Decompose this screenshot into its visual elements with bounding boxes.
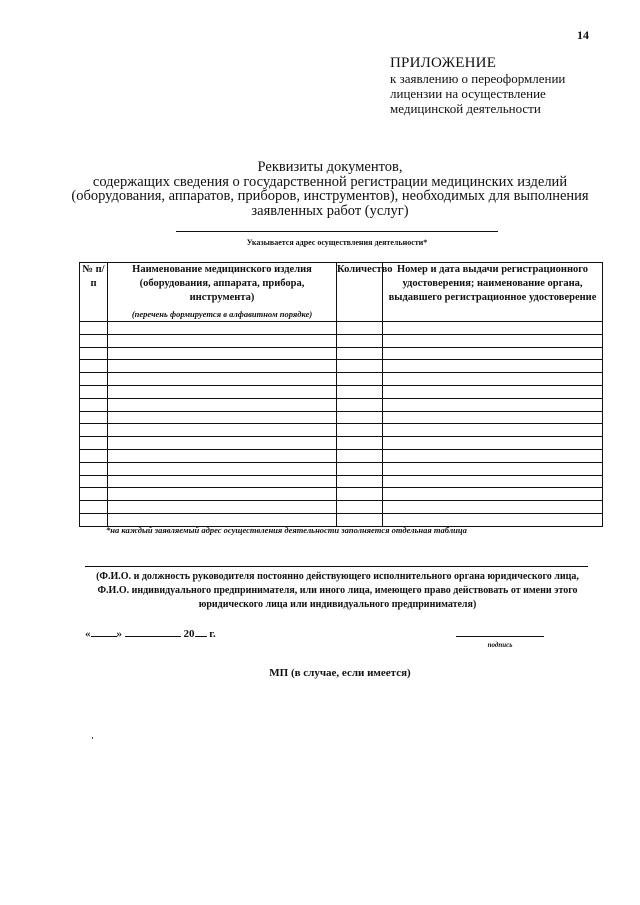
table-cell [80,360,108,373]
table-cell [80,322,108,335]
table-cell [337,373,383,386]
table-cell [108,360,337,373]
table-cell [337,449,383,462]
table-cell [337,488,383,501]
address-fill-line [176,231,498,232]
table-cell [108,501,337,514]
page-number: 14 [577,28,589,42]
table-cell [383,449,603,462]
table-cell [108,347,337,360]
table-cell [108,449,337,462]
table-cell [108,334,337,347]
table-cell [80,475,108,488]
table-cell [383,411,603,424]
footnote: *на каждый заявляемый адрес осуществления деятельности заполняется отдельная таблица [106,525,467,535]
stamp-note: МП (в случае, если имеется) [269,667,411,679]
table-cell [383,385,603,398]
table-cell [80,462,108,475]
table-row [80,475,603,488]
table-cell [80,398,108,411]
date-year-suffix: г. [209,628,216,640]
column-device-note: (перечень формируется в алфавитном порядке) [131,309,313,319]
table-cell [108,373,337,386]
signature-caption: подпись [487,641,513,649]
table-cell [80,411,108,424]
column-header-number: № п/п [80,263,108,322]
table-row [80,411,603,424]
appendix-block [390,56,610,116]
date-open-quote: « [85,628,91,640]
table-cell [80,334,108,347]
signatory-caption: (Ф.И.О. и должность руководителя постоянно действующего исполнительного органа юридического лица, Ф.И.О. индивидуального предпринимателя, или иного лица, имеющего право действовать от имени этого юридического лица или индивидуального предпринимателя) [96,571,579,610]
address-caption: Указывается адрес осуществления деятельности* [246,238,428,247]
date-close-quote: » [116,628,122,640]
table-cell [80,501,108,514]
requisites-table [79,262,603,527]
table-cell [337,411,383,424]
table-cell [383,347,603,360]
table-cell [337,322,383,335]
table-cell [108,398,337,411]
table-cell [108,385,337,398]
date-year-blank [195,636,207,637]
table-body [80,322,603,527]
column-device-label: Наименование медицинского изделия (оборудования, аппарата, прибора, инструмента) [132,264,312,303]
table-cell [383,437,603,450]
table-cell [337,475,383,488]
table-row [80,437,603,450]
signatory-fill-line [85,566,588,567]
appendix-line: к заявлению о переоформлении [390,71,566,86]
date-year-prefix: 20 [183,628,195,640]
table-cell [383,475,603,488]
title-line: содержащих сведения о государственной регистрации медицинских изделий [92,173,568,190]
table-cell [108,462,337,475]
table-cell [337,398,383,411]
table-cell [383,488,603,501]
table-row [80,398,603,411]
table-cell [383,398,603,411]
table-row [80,385,603,398]
table-cell [80,424,108,437]
table-cell [80,488,108,501]
table-cell [108,411,337,424]
table-cell [383,334,603,347]
column-header-quantity: Количество [337,263,383,322]
table-cell [337,334,383,347]
table-row [80,424,603,437]
table-cell [383,462,603,475]
table-row [80,347,603,360]
table-cell [337,385,383,398]
table-cell [108,475,337,488]
table-cell [383,424,603,437]
table-cell [80,385,108,398]
table-cell [383,322,603,335]
table-cell [337,501,383,514]
appendix-heading: ПРИЛОЖЕНИЕ [390,55,497,71]
date-field [85,628,216,640]
table-cell [108,322,337,335]
table-row [80,462,603,475]
table-cell [80,437,108,450]
table-cell [108,424,337,437]
table-cell [337,424,383,437]
title-line: (оборудования, аппаратов, приборов, инструментов), необходимых для выполнения [71,188,589,204]
table-row [80,488,603,501]
table-cell [337,347,383,360]
appendix-line: лицензии на осуществление [390,86,546,101]
scan-speck [92,737,93,739]
title-line: заявленных работ (услуг) [251,202,409,219]
table-cell [108,488,337,501]
table-cell [80,513,108,526]
column-header-device [108,263,337,322]
date-month-blank [125,636,181,637]
document-title [60,160,600,218]
table-cell [337,360,383,373]
table-row [80,360,603,373]
table-row [80,334,603,347]
table-cell [80,449,108,462]
table-cell [383,373,603,386]
appendix-line: медицинской деятельности [390,101,541,116]
column-header-certificate: Номер и дата выдачи регистрационного удостоверения; наименование органа, выдавшего регистрационное удостоверение [383,263,603,322]
table-cell [80,347,108,360]
table-row [80,449,603,462]
table-cell [383,501,603,514]
table-cell [108,437,337,450]
date-day-blank [91,636,117,637]
table-row [80,501,603,514]
table-cell [337,462,383,475]
table-row [80,322,603,335]
table-row [80,373,603,386]
signature-fill-line [456,636,544,637]
table-cell [337,437,383,450]
table-cell [80,373,108,386]
table-cell [383,360,603,373]
title-line: Реквизиты документов, [257,159,403,175]
